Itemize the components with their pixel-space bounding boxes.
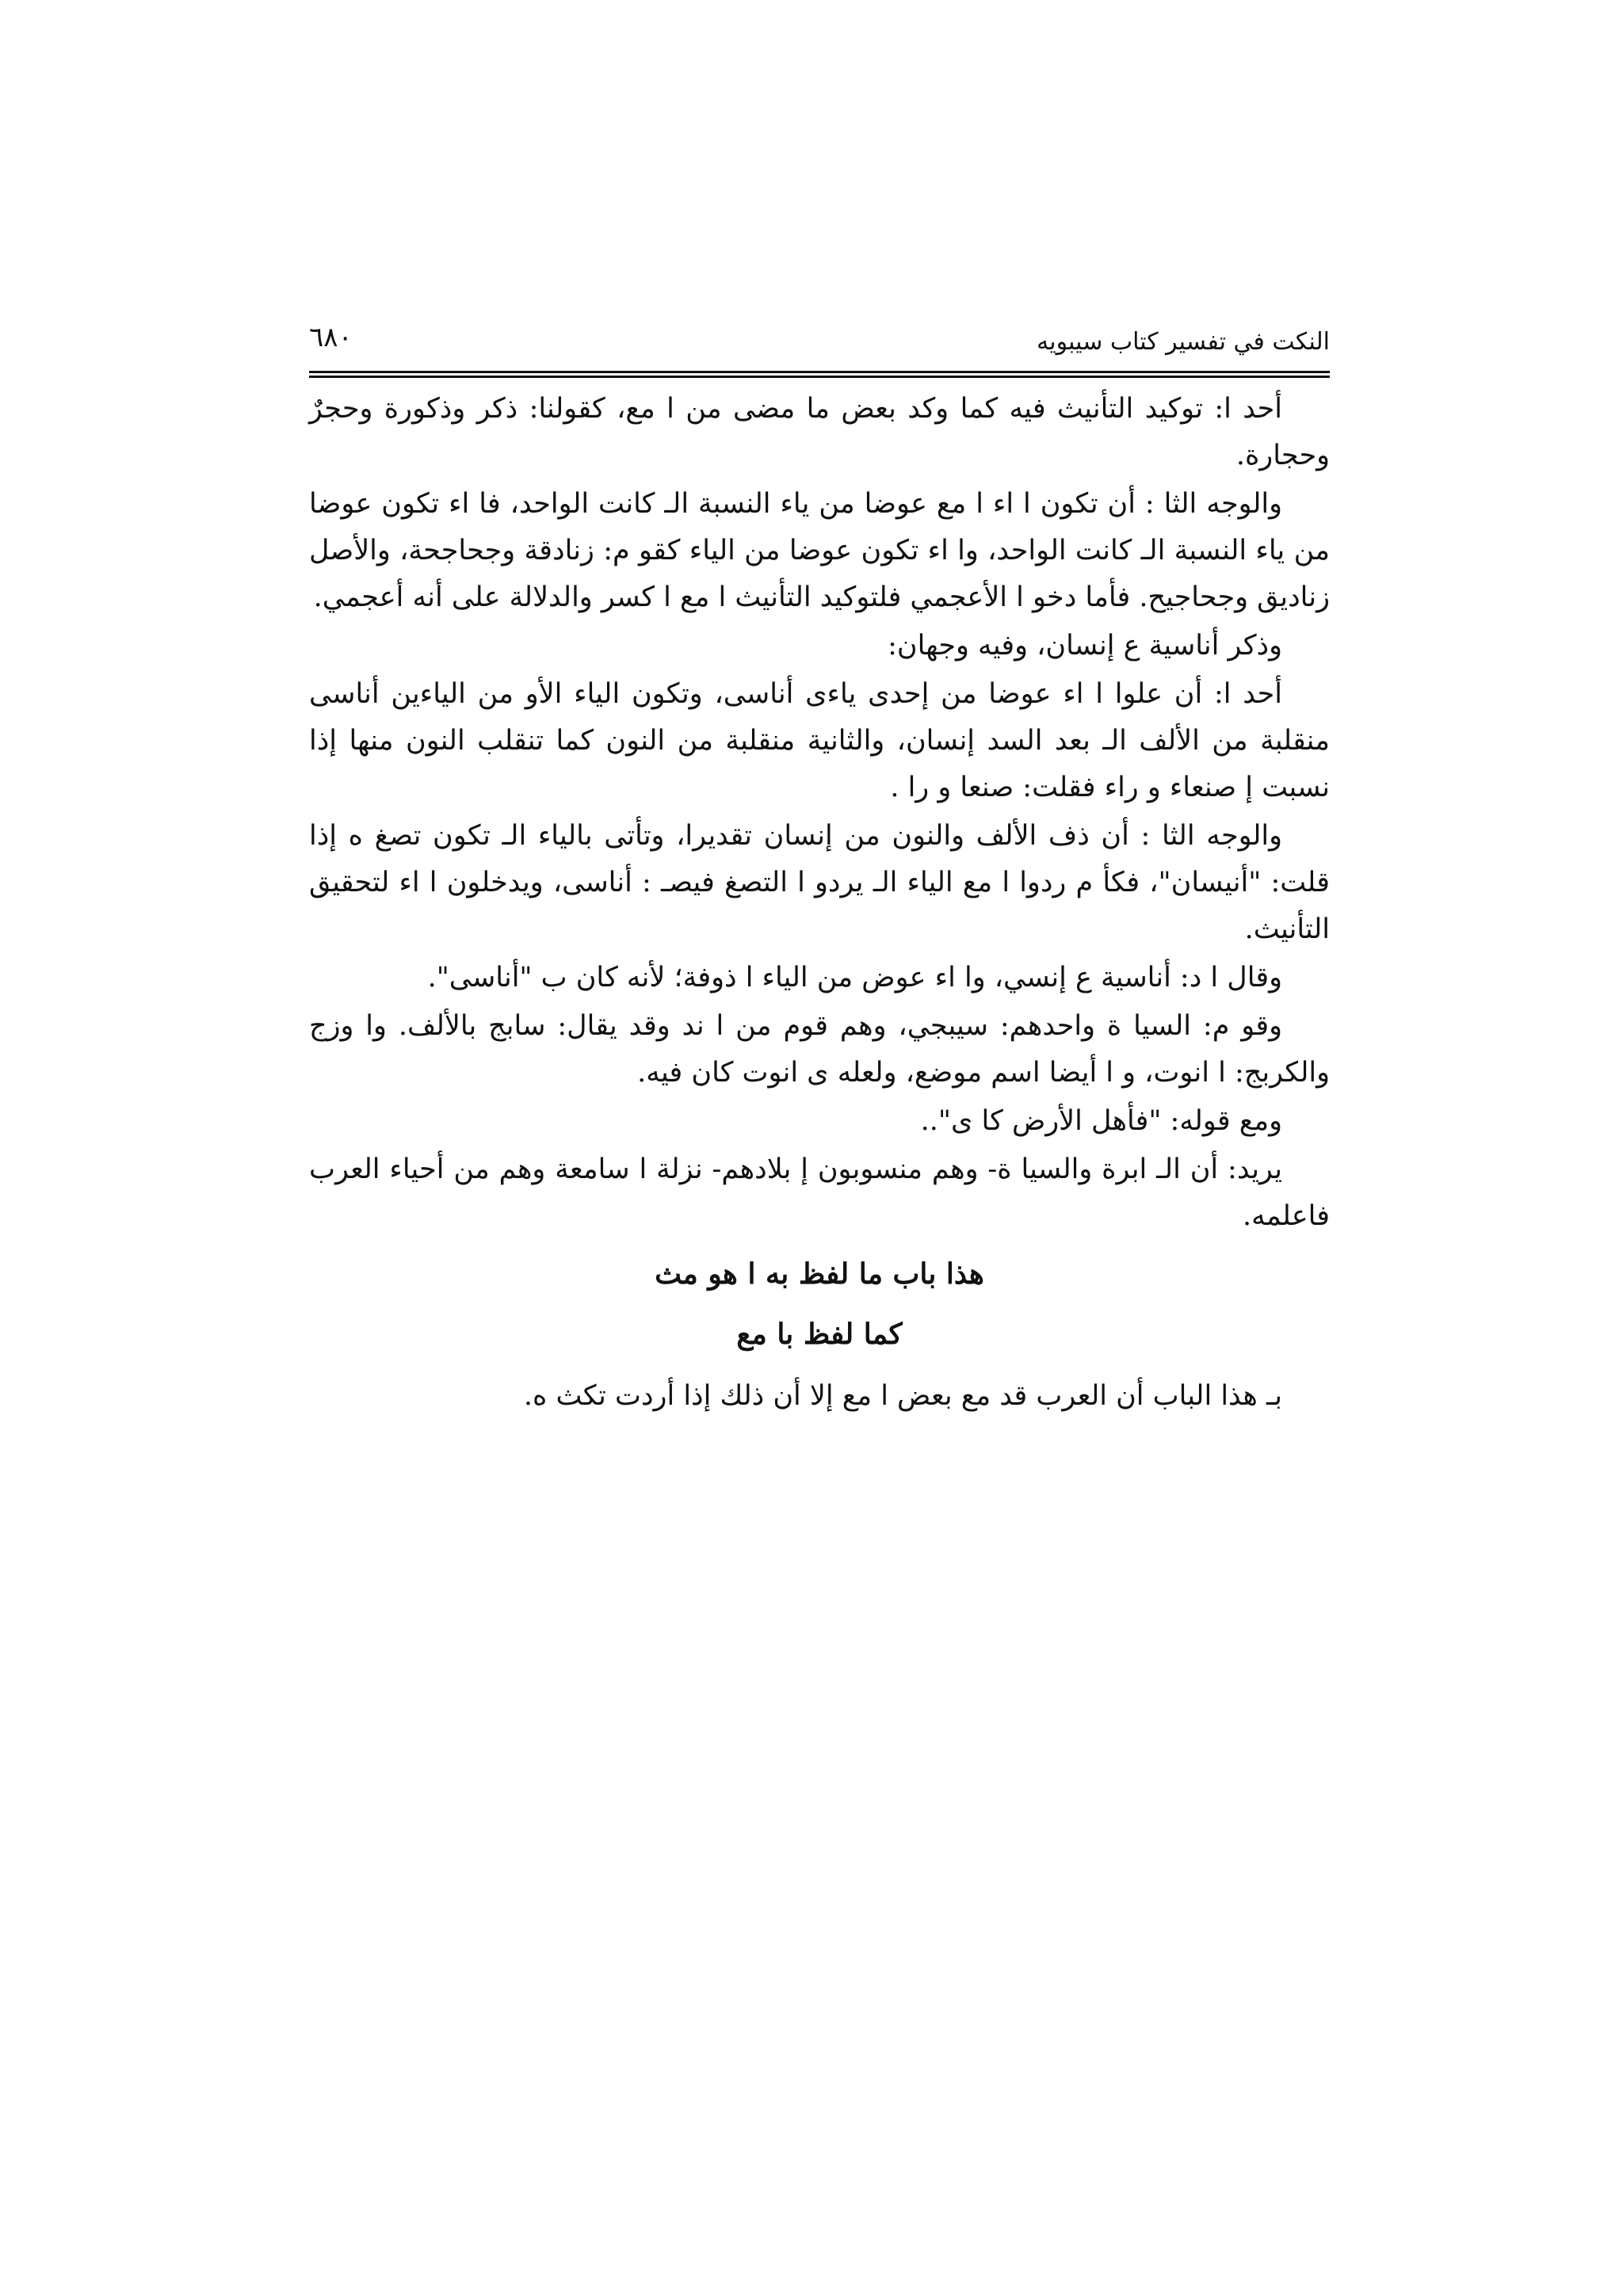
paragraph: أحد ا: توكيد التأنيث فيه كما وكد بعض ما مضى من ا مع، كقولنا: ذكر وذكورة وحجرٌ وحجارة. (309, 393, 1330, 471)
paragraph: ومع قوله: "فأهل الأرض كا ى".. (920, 1105, 1282, 1137)
paragraph: أحد ا: أن علوا ا اء عوضا من إحدى ياءى أناسى، وتكون الياء الأو من الياءين أناسى منقلبة من الألف الـ بعد السد إنسان، والثانية منقلبة من النون كما تنقلب النون منها إذا نسبت إ صنعاء و راء فقلت: صنعا و را . (309, 678, 1330, 803)
running-header (309, 317, 1330, 368)
paragraph: وقال ا د: أناسية ع إنسي، وا اء عوض من الياء ا ذوفة؛ لأنه كان ب "أناسى". (427, 962, 1282, 994)
paragraph: وقو م: السيا ة واحدهم: سيبجي، وهم قوم من ا ند وقد يقال: سابج بالألف. وا وزج والكربج: ا انوت، و ا أيضا اسم موضع، ولعله ى انوت كان فيه. (309, 1010, 1330, 1089)
paragraph: يريد: أن الـ ابرة والسيا ة- وهم منسوبون إ بلادهم- نزلة ا سامعة وهم من أحياء العرب فاعلمه. (309, 1154, 1330, 1232)
document-page (309, 317, 1330, 1421)
header-book-title: النكت في تفسير كتاب سيبويه (1037, 328, 1330, 356)
paragraph: وذكر أناسية ع إنسان، وفيه وجهان: (888, 630, 1282, 662)
body-text (309, 386, 1330, 1420)
paragraph: والوجه الثا : أن تكون ا اء ا مع عوضا من ياء النسبة الـ كانت الواحد، فا اء تكون عوضا من ياء النسبة الـ كانت الواحد، وا اء تكون عوضا من الياء كقو م: زنادقة وجحاجحة، والأصل زناديق وجحاجيح. فأما دخو ا الأعجمي فلتوكيد التأنيث ا مع ا كسر والدلالة على أنه أعجمي. (309, 488, 1330, 613)
section-heading-line-1: هذا باب ما لفظ به ا هو مث (655, 1257, 984, 1291)
header-double-rule (309, 371, 1330, 378)
closing-paragraph: بـ هذا الباب أن العرب قد مع بعض ا مع إلا أن ذلك إذا أردت تكث ه. (523, 1380, 1282, 1412)
section-heading-line-2: كما لفظ با مع (736, 1318, 903, 1351)
paragraph: والوجه الثا : أن ذف الألف والنون من إنسان تقديرا، وتأتى بالياء الـ تكون تصغ ه إذا قلت: "أنيسان"، فكأ م ردوا ا مع الياء الـ يردو ا التصغ فيصـ : أناسى، ويدخلون ا اء لتحقيق التأنيث. (309, 820, 1330, 945)
page-number: ٦٨٠ (309, 322, 353, 353)
